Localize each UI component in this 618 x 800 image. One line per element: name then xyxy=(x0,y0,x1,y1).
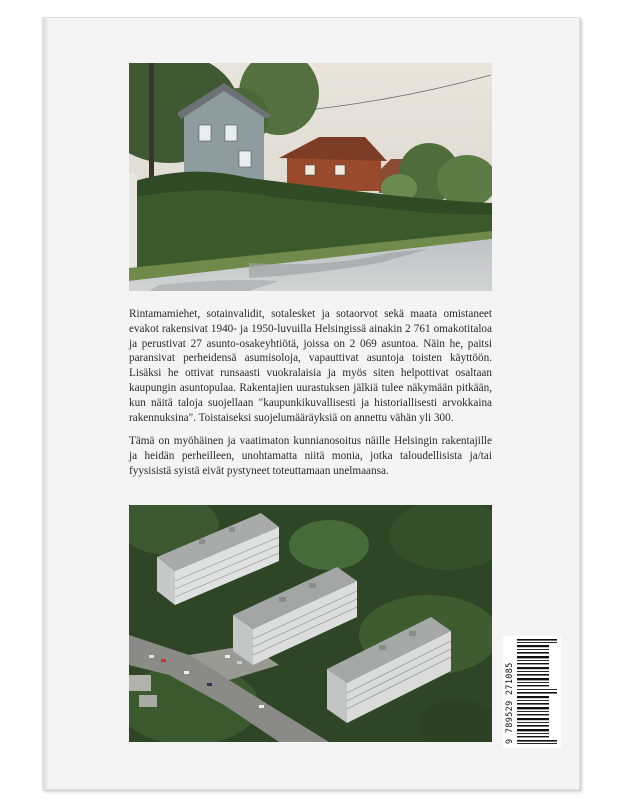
blurb-paragraph-2: Tämä on myöhäinen ja vaatimaton kunnianosoitus näille Helsingin rakentajille ja heidän perheilleen, unohtamatta niitä monia, jotka taloudellisista ja/tai fyysisistä syistä eivät pystyneet toteuttamaan unelmaansa. xyxy=(129,435,492,477)
book-back-cover xyxy=(42,17,580,790)
isbn-barcode xyxy=(503,636,561,748)
isbn-number: 9 789529 271085 xyxy=(504,662,514,744)
top-photo-street-houses xyxy=(129,63,492,291)
bottom-photo-aerial-apartments xyxy=(129,505,492,742)
aerial-apartments-image xyxy=(129,505,492,742)
spine-shadow xyxy=(43,18,49,789)
blurb-paragraph-1: Rintamamiehet, sotainvalidit, sotalesket ja sotaorvot sekä maata omistaneet evakot rakensivat 1940- ja 1950-luvuilla Helsingissä ainakin 2 761 omakotitaloa ja perustivat 27 asunto-osakeyhtiötä, joissa on 2 069 asuntoa. Näin he, paitsi paransivat perheidensä asumisoloja, vapauttivat asuntoja toisten käyttöön. Lisäksi he ottivat runsaasti vuokralaisia ja myös siten helpottivat osaltaan kaupungin asuntopulaa. Rakentajien uurastuksen jälkiä tulee näkymään pitkään, kun näitä taloja suojellaan "kaupunkikuvallisesti ja historiallisesti arvokkaina rakennuksina". Toistaiseksi suojelumääräyksiä on annettu vähän yli 300. xyxy=(129,308,492,424)
back-cover-blurb xyxy=(129,307,492,488)
street-scene-image xyxy=(129,63,492,291)
